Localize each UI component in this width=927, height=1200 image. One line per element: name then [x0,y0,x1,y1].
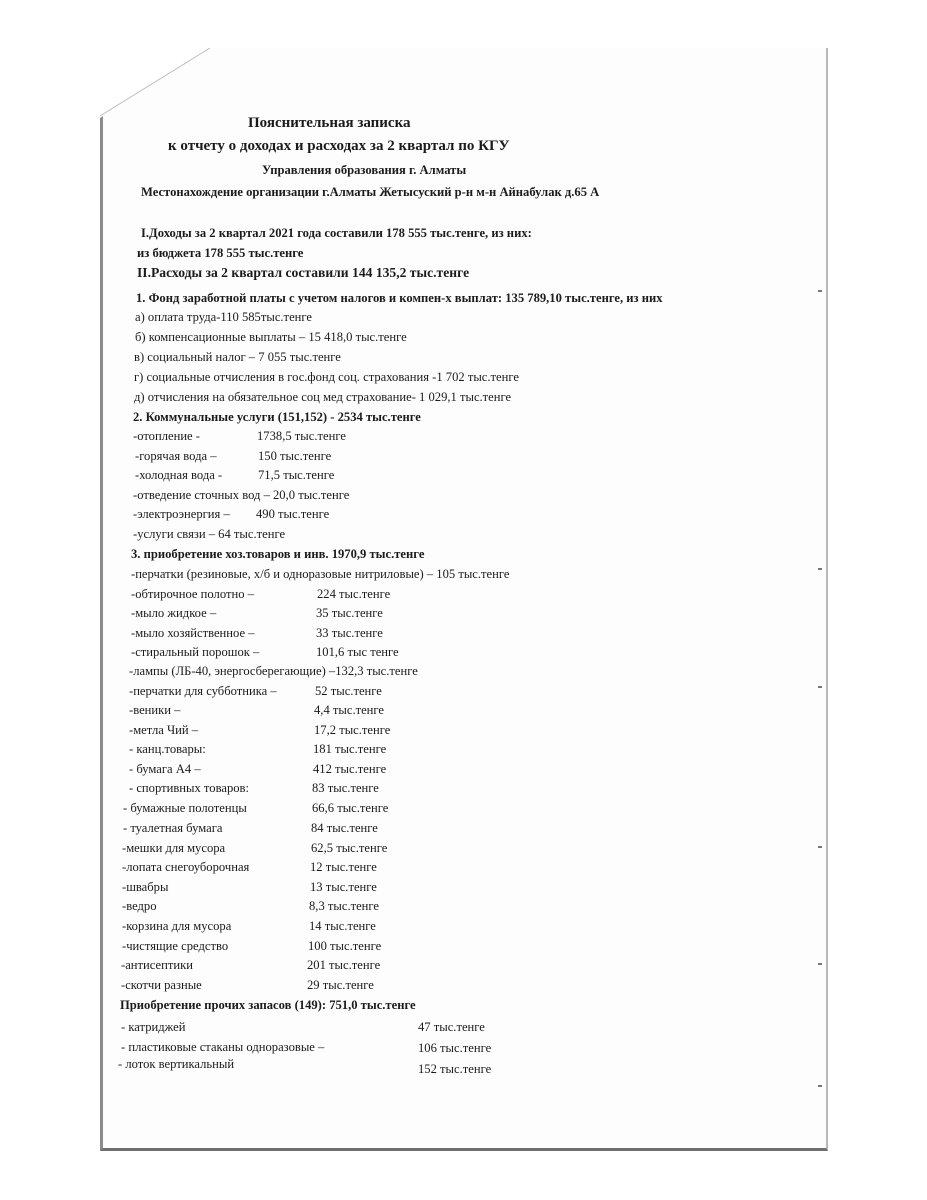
scan-mark [818,846,822,848]
goods-value: 224 тыс.тенге [317,587,391,601]
goods-value: 14 тыс.тенге [309,919,376,933]
goods-value: 100 тыс.тенге [308,939,382,953]
utility-value: 71,5 тыс.тенге [258,468,335,482]
goods-label: -обтирочное полотно – [131,587,254,601]
goods-label: -стиральный порошок – [131,645,260,659]
goods-value: 201 тыс.тенге [307,958,381,972]
goods-label: -антисептики [121,958,193,972]
utility-label: -отопление - [133,429,200,443]
income-budget: из бюджета 178 555 тыс.тенге [137,246,304,260]
goods-label: -перчатки (резиновые, х/б и одноразовые нитриловые) – 105 тыс.тенге [131,567,510,581]
goods-label: -чистящие средство [122,939,229,953]
goods-label: - бумажные полотенцы [123,801,247,815]
utility-label: -отведение сточных вод – 20,0 тыс.тенге [133,488,350,502]
goods-label: -веники – [129,703,181,717]
document-subtitle: к отчету о доходах и расходах за 2 квартал по КГУ [168,138,510,154]
scan-mark [818,963,822,965]
other-label: - пластиковые стаканы одноразовые – [121,1040,325,1054]
goods-label: -перчатки для субботника – [129,684,277,698]
other-label: - катриджей [121,1020,186,1034]
payroll-item: а) оплата труда-110 585тыс.тенге [135,310,312,324]
payroll-item: б) компенсационные выплаты – 15 418,0 тыс.тенге [135,330,407,344]
goods-value: 83 тыс.тенге [312,781,379,795]
utility-label: -услуги связи – 64 тыс.тенге [133,527,286,541]
payroll-item: в) социальный налог – 7 055 тыс.тенге [134,350,341,364]
payroll-item: г) социальные отчисления в гос.фонд соц. страхования -1 702 тыс.тенге [134,370,519,384]
goods-label: -мыло жидкое – [131,606,217,620]
utility-value: 150 тыс.тенге [258,449,332,463]
other-supplies-heading: Приобретение прочих запасов (149): 751,0 тыс.тенге [120,998,416,1012]
goods-label: -мешки для мусора [122,841,226,855]
goods-heading: 3. приобретение хоз.товаров и инв. 1970,9 тыс.тенге [131,547,425,561]
folded-corner [100,48,213,118]
goods-value: 35 тыс.тенге [316,606,383,620]
scan-mark [818,1085,822,1087]
goods-value: 13 тыс.тенге [310,880,377,894]
organization-name: Управления образования г. Алматы [262,163,467,177]
other-value: 47 тыс.тенге [418,1020,485,1034]
goods-value: 62,5 тыс.тенге [311,841,388,855]
goods-value: 101,6 тыс тенге [316,645,399,659]
organization-location: Местонахождение организации г.Алматы Жетысуский р-н м-н Айнабулак д.65 А [141,185,600,199]
other-label: - лоток вертикальный [118,1057,235,1071]
utility-label: -горячая вода – [135,449,217,463]
goods-value: 33 тыс.тенге [316,626,383,640]
goods-value: 17,2 тыс.тенге [314,723,391,737]
scan-mark [818,290,822,292]
goods-value: 52 тыс.тенге [315,684,382,698]
goods-value: 66,6 тыс.тенге [312,801,389,815]
scan-mark [818,568,822,570]
expenses-total: II.Расходы за 2 квартал составили 144 135,2 тыс.тенге [137,265,470,280]
utility-label: -электроэнергия – [133,507,230,521]
other-value: 106 тыс.тенге [418,1041,492,1055]
goods-label: -корзина для мусора [122,919,232,933]
goods-label: - спортивных товаров: [129,781,249,795]
payroll-heading: 1. Фонд заработной платы с учетом налогов и компен-х выплат: 135 789,10 тыс.тенге, из них [136,291,663,305]
goods-label: - бумага А4 – [129,762,201,776]
utility-value: 490 тыс.тенге [256,507,330,521]
goods-value: 29 тыс.тенге [307,978,374,992]
goods-value: 84 тыс.тенге [311,821,378,835]
income-total: I.Доходы за 2 квартал 2021 года составили 178 555 тыс.тенге, из них: [141,226,532,240]
goods-value: 412 тыс.тенге [313,762,387,776]
scan-mark [818,686,822,688]
document-title: Пояснительная записка [248,115,411,131]
other-value: 152 тыс.тенге [418,1062,492,1076]
goods-label: -метла Чий – [129,723,199,737]
goods-label: -скотчи разные [121,978,202,992]
goods-value: 12 тыс.тенге [310,860,377,874]
goods-label: -лопата снегоуборочная [122,860,250,874]
goods-label: -мыло хозяйственное – [131,626,255,640]
goods-value: 181 тыс.тенге [313,742,387,756]
utility-label: -холодная вода - [135,468,223,482]
goods-value: 8,3 тыс.тенге [309,899,380,913]
utility-value: 1738,5 тыс.тенге [257,429,346,443]
utilities-heading: 2. Коммунальные услуги (151,152) - 2534 тыс.тенге [133,410,421,424]
goods-value: 4,4 тыс.тенге [314,703,385,717]
payroll-item: д) отчисления на обязательное соц мед страхование- 1 029,1 тыс.тенге [134,390,512,404]
goods-label: -ведро [122,899,157,913]
goods-label: - канц.товары: [129,742,206,756]
goods-label: -швабры [122,880,169,894]
goods-label: - туалетная бумага [123,821,223,835]
goods-label: -лампы (ЛБ-40, энергосберегающие) –132,3 тыс.тенге [129,664,418,678]
